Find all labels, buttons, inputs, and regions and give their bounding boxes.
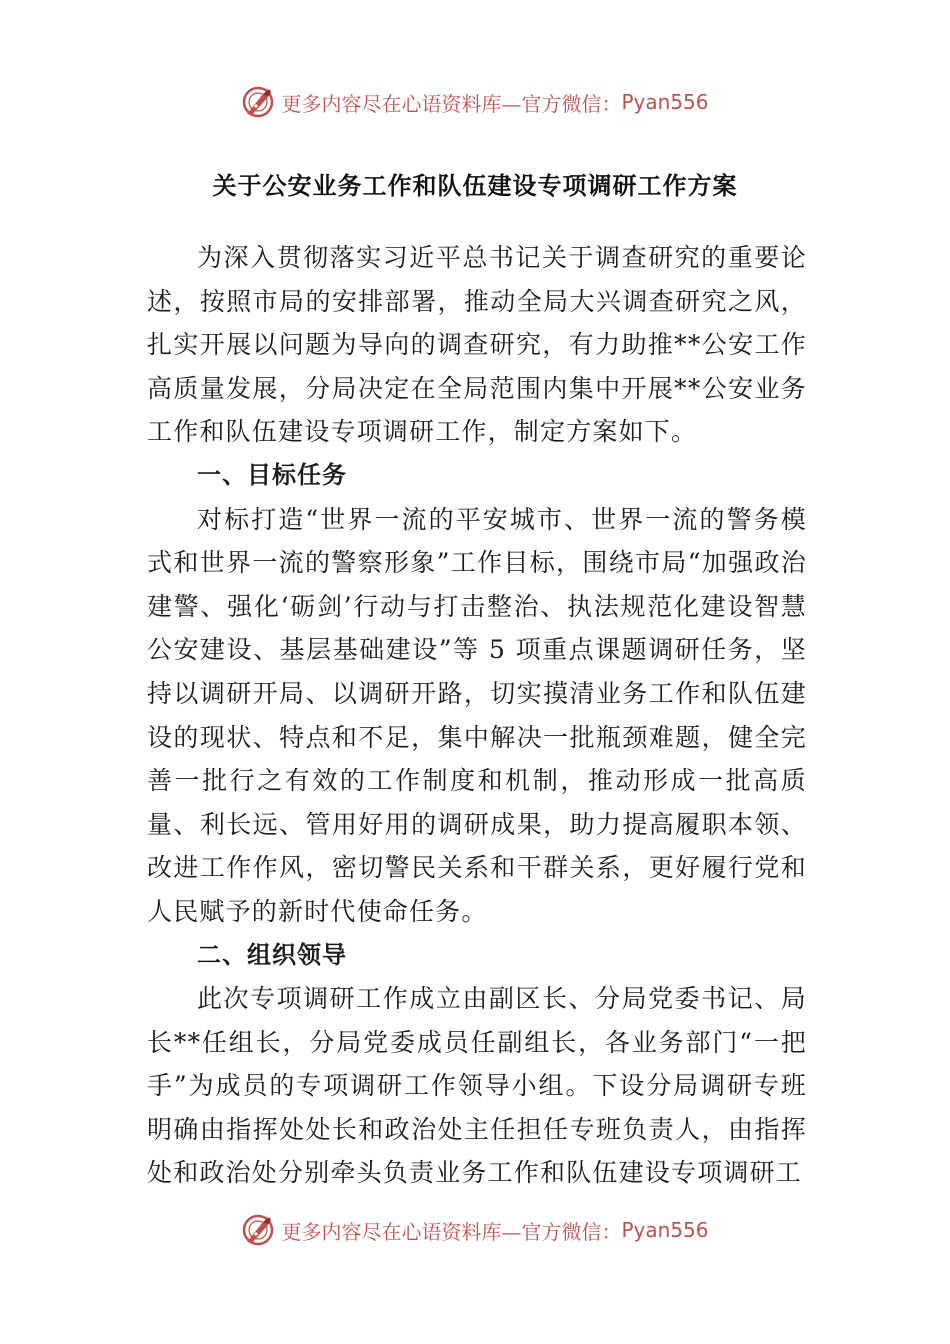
banner-text: 更多内容尽在心语资料库—官方微信： xyxy=(281,1219,622,1244)
intro-paragraph: 为深入贯彻落实习近平总书记关于调查研究的重要论述，按照市局的安排部署，推动全局大兴调查研究之风，扎实开展以问题为导向的调查研究，有力助推**公安工作高质量发展，分局决定在全局范围内集中开展**公安业务工作和队伍建设专项调研工作，制定方案如下。 xyxy=(147,243,807,447)
document-title: 关于公安业务工作和队伍建设专项调研工作方案 xyxy=(212,172,738,200)
section-paragraph-organization: 此次专项调研工作成立由副区长、分局党委书记、局长**任组长，分局党委成员任副组长，各业务部门“一把手”为成员的专项调研工作领导小组。下设分局调研专班明确由指挥处处长和政治处主任担任专班负责人，由指挥处和政治处分别牵头负责业务工作和队伍建设专项调研工 xyxy=(147,984,807,1188)
section-heading-organization: 二、组织领导 xyxy=(197,940,347,969)
pen-nib-logo-icon xyxy=(241,1213,275,1247)
document-body xyxy=(147,236,807,1195)
banner-text: 更多内容尽在心语资料库—官方微信： xyxy=(281,91,622,116)
footer-banner xyxy=(0,1210,950,1250)
section-heading-goals: 一、目标任务 xyxy=(197,460,347,489)
pen-nib-logo-icon xyxy=(241,85,275,119)
section-paragraph-goals: 对标打造“世界一流的平安城市、世界一流的警务模式和世界一流的警察形象”工作目标，围绕市局“加强政治建警、强化‘砺剑’行动与打击整治、执法规范化建设智慧公安建设、基层基础建设”等 5 项重点课题调研任务，坚持以调研开局、以调研开路，切实摸清业务工作和队伍建设的现状、特点和不足，集中解决一批瓶颈难题，健全完善一批行之有效的工作制度和机制，推动形成一批高质量、利长远、管用好用的调研成果，助力提高履职本领、改进工作作风，密切警民关系和干群关系，更好履行党和人民赋予的新时代使命任务。 xyxy=(147,504,807,926)
banner-wechat-id: Pyan556 xyxy=(621,1218,709,1242)
header-banner xyxy=(0,82,950,122)
banner-wechat-id: Pyan556 xyxy=(621,90,709,114)
